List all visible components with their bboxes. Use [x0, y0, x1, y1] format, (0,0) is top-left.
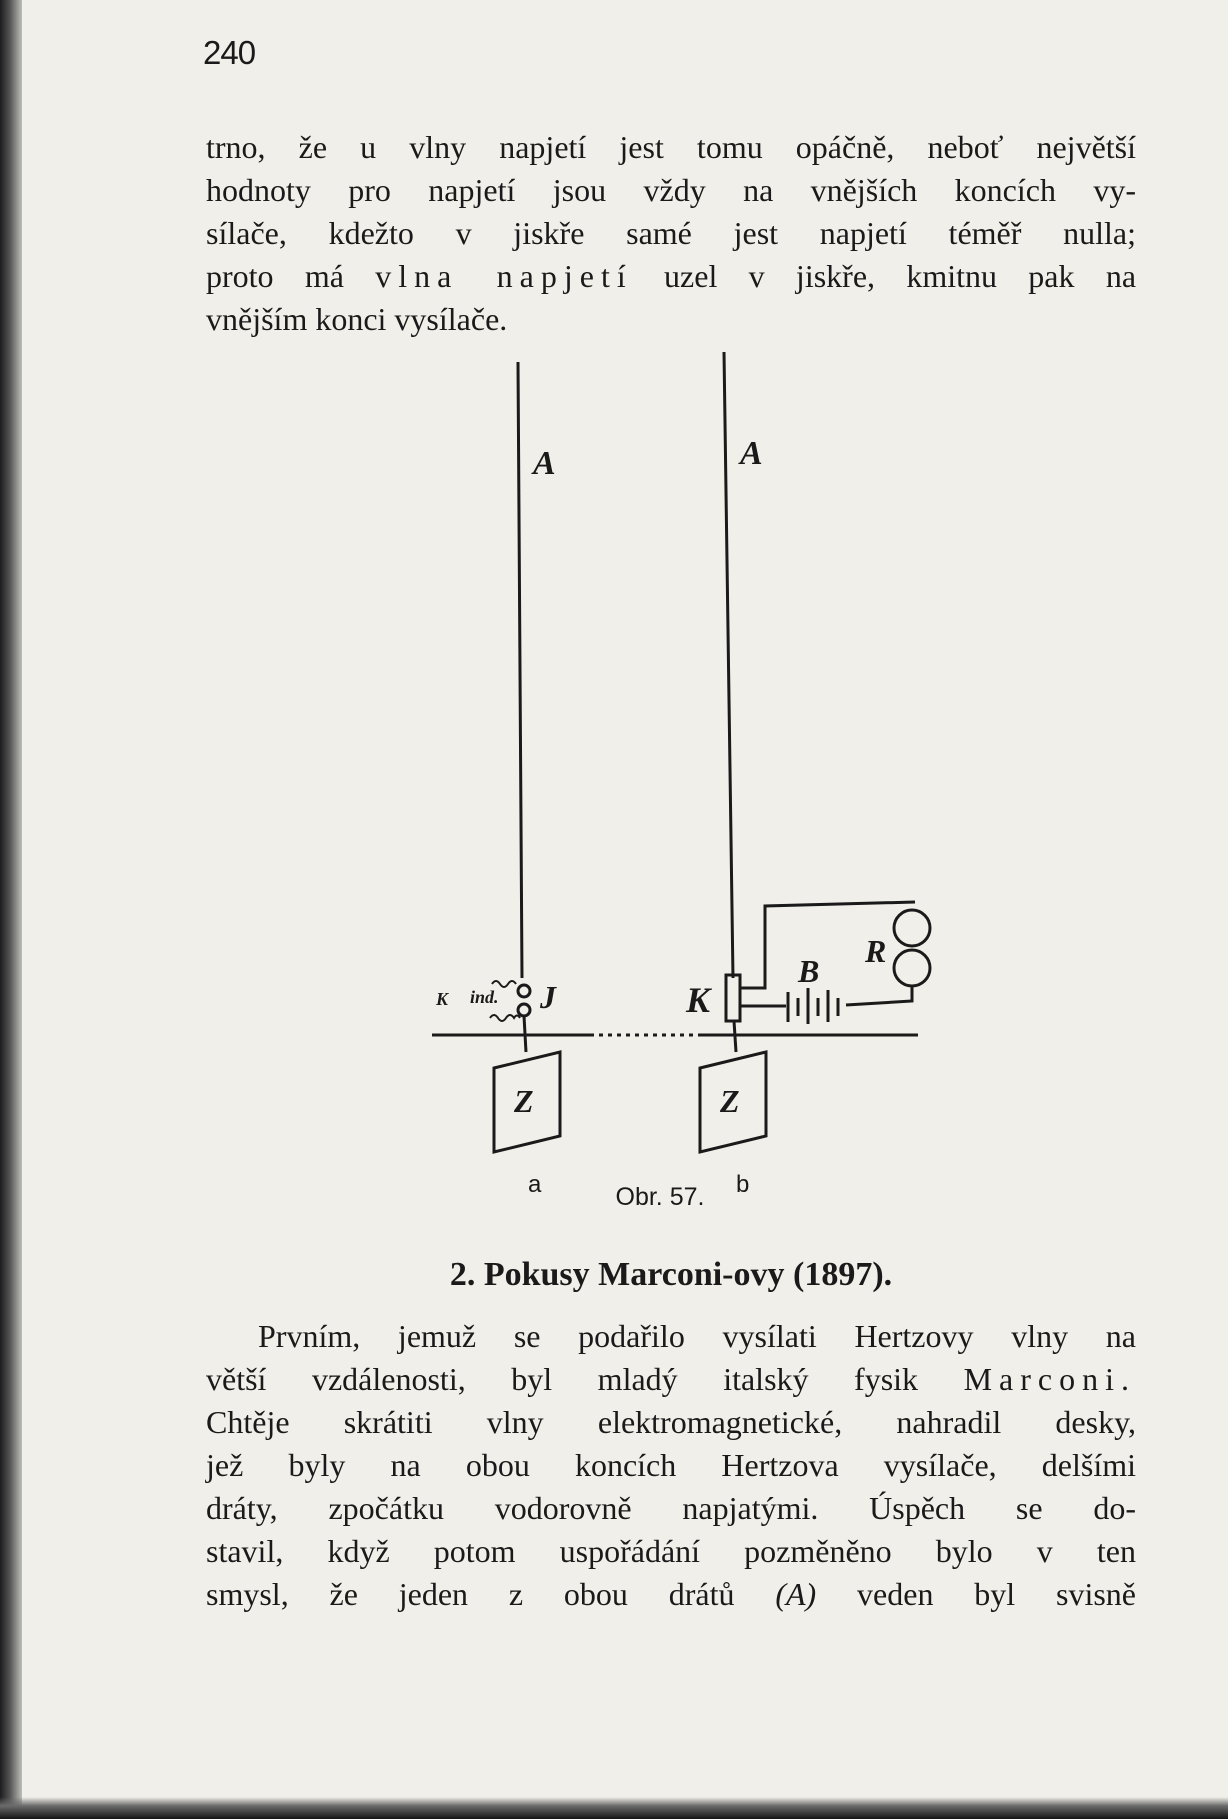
induction-coil-lower — [490, 1015, 520, 1021]
spark-ball-upper — [518, 985, 530, 997]
line-2-head: větší vzdálenosti, byl mladý italský fysik — [206, 1361, 964, 1397]
label-right-k: K — [686, 980, 711, 1020]
line-4-head: proto má — [206, 258, 376, 294]
paragraph-1-line-3: sílače, kdežto v jiskře samé jest napjetí téměř nulla; — [206, 215, 1136, 251]
paragraph-2-line-2 — [206, 1358, 1136, 1401]
antenna-wire-a — [518, 362, 522, 978]
line-4-tail: uzel v jiskře, kmitnu pak na — [632, 258, 1137, 294]
label-ground-b: Z — [720, 1083, 740, 1119]
paragraph-2-line-3: Chtěje skrátiti vlny elektromagnetické, nahradil desky, — [206, 1404, 1136, 1440]
label-ind: ind. — [470, 987, 499, 1007]
line-7-tail: veden byl svisně — [816, 1576, 1137, 1612]
paragraph-2 — [206, 1315, 1136, 1616]
right-connector — [734, 1021, 736, 1052]
paragraph-1-line-1: trno, že u vlny napjetí jest tomu opáčně, neboť největší — [206, 129, 1136, 165]
label-antenna-b: A — [740, 435, 763, 472]
receiver-coil-upper — [894, 910, 930, 946]
paragraph-1-line-2: hodnoty pro napjetí jsou vždy na vnějších koncích vy- — [206, 172, 1136, 208]
figure-caption: Obr. 57. — [615, 1183, 705, 1211]
label-sub-b: b — [736, 1171, 750, 1198]
page-number: 240 — [203, 34, 256, 71]
antenna-wire-b — [724, 352, 733, 978]
symbol-a: (A) — [775, 1576, 817, 1612]
battery-wire-right — [846, 986, 912, 1005]
paragraph-1-line-5: vnějším konci vysílače. — [206, 301, 508, 337]
coherer-k — [726, 975, 740, 1021]
receiver-circuit-top — [740, 902, 915, 988]
line-7-head: smysl, že jeden z obou drátů — [206, 1576, 776, 1612]
label-left-k: K — [436, 989, 449, 1009]
label-antenna-a: A — [533, 445, 556, 482]
label-sub-a: a — [528, 1171, 542, 1198]
label-battery: B — [798, 953, 820, 989]
spaced-term: vlna napjetí — [375, 258, 633, 294]
spaced-name: Marconi. — [963, 1361, 1136, 1397]
paragraph-2-line-7 — [206, 1573, 1136, 1616]
left-connector — [524, 1016, 526, 1052]
label-receiver: R — [865, 933, 887, 969]
section-heading: 2. Pokusy Marconi-ovy (1897). — [449, 1256, 893, 1293]
paragraph-2-line-6: stavil, když potom uspořádání pozměněno bylo v ten — [206, 1533, 1136, 1569]
label-ground-a: Z — [514, 1083, 534, 1119]
paragraph-2-line-4: jež byly na obou koncích Hertzova vysílače, delšími — [206, 1447, 1136, 1483]
label-left-j: J — [540, 979, 556, 1015]
paragraph-2-line-1: Prvním, jemuž se podařilo vysílati Hertzovy vlny na — [258, 1318, 1136, 1354]
spark-ball-lower — [518, 1004, 530, 1016]
paragraph-2-line-5: dráty, zpočátku vodorovně napjatými. Úspěch se do- — [206, 1490, 1136, 1526]
receiver-coil-lower — [894, 950, 930, 986]
